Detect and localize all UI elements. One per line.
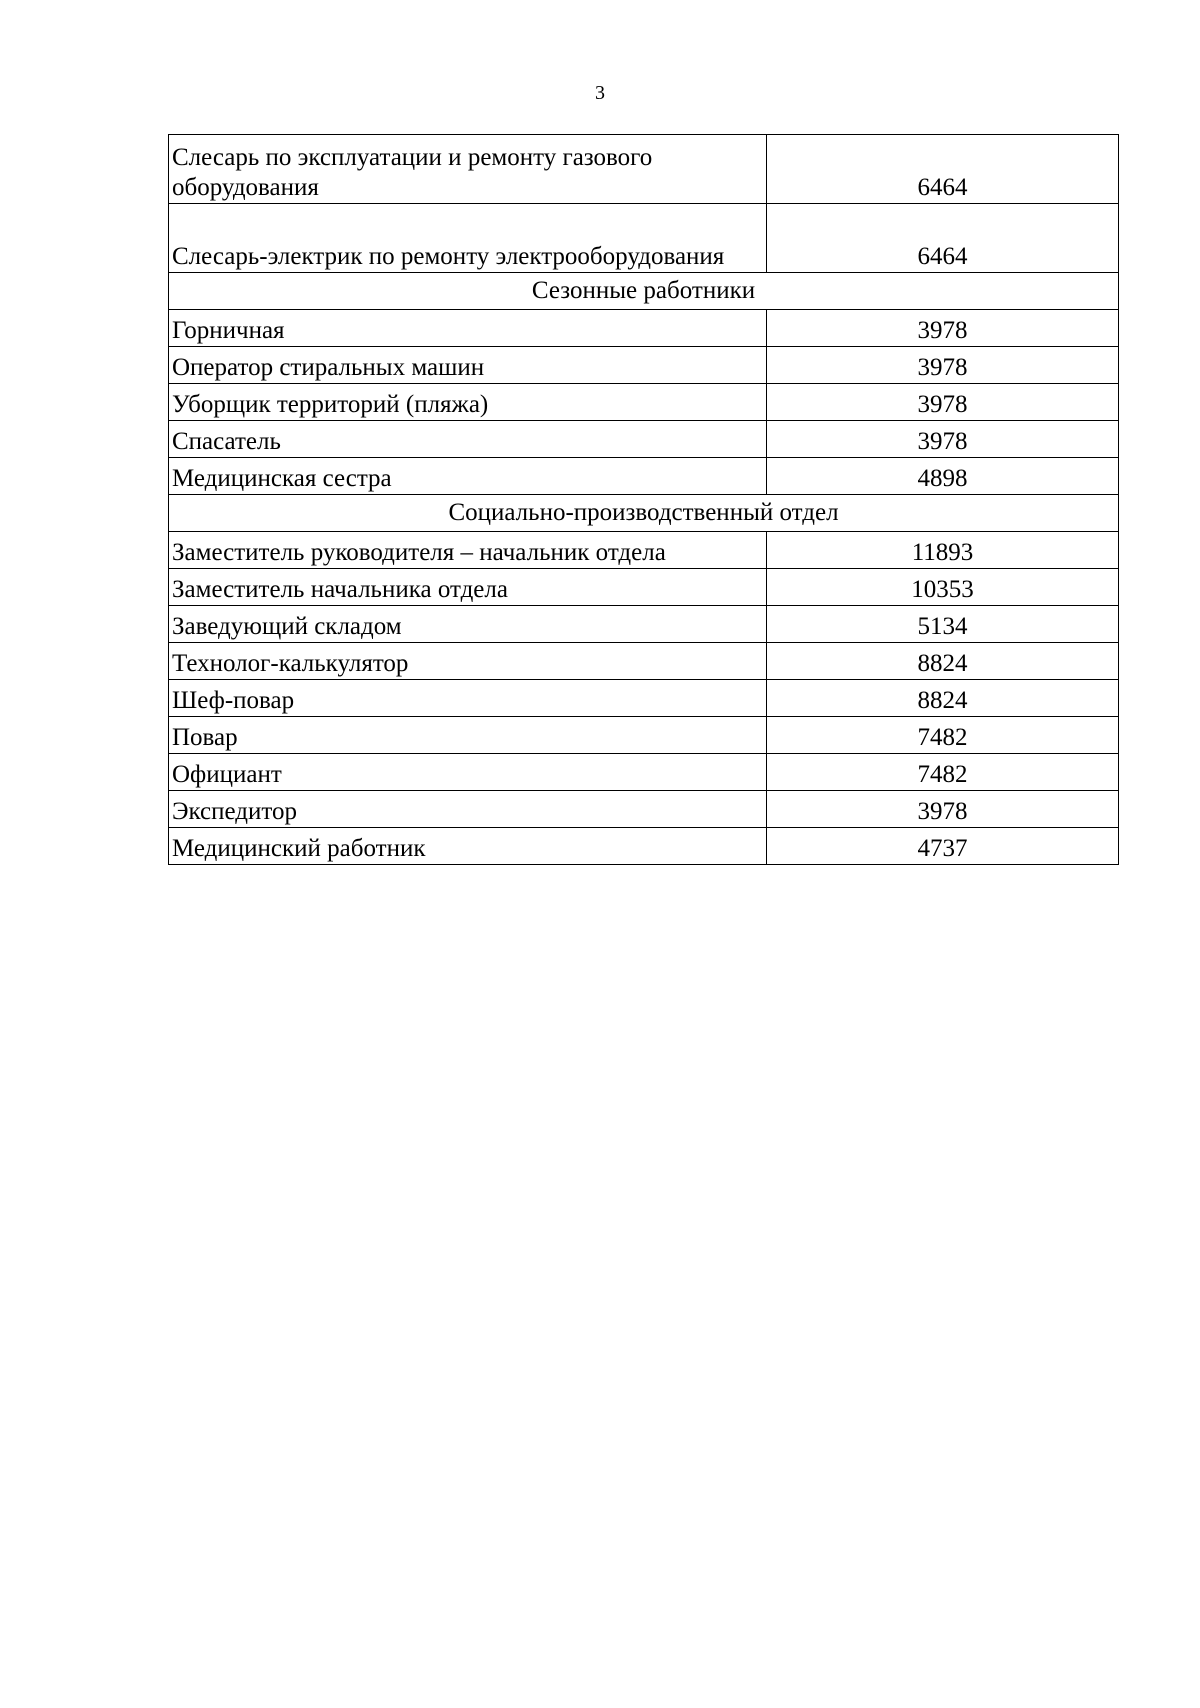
position-name-cell: Горничная	[169, 310, 767, 347]
page-number: 3	[595, 82, 605, 104]
position-name-cell: Заместитель руководителя – начальник отдела	[169, 532, 767, 569]
table-row	[169, 791, 1119, 828]
position-name-cell: Заместитель начальника отдела	[169, 569, 767, 606]
salary-value-cell: 3978	[767, 310, 1119, 347]
salary-value-cell: 5134	[767, 606, 1119, 643]
position-name-cell: Слесарь по эксплуатации и ремонту газового оборудования	[169, 135, 767, 204]
salary-value-cell: 7482	[767, 717, 1119, 754]
table-row	[169, 421, 1119, 458]
position-name-cell: Медицинский работник	[169, 828, 767, 865]
position-name-cell: Шеф-повар	[169, 680, 767, 717]
position-name-cell: Экспедитор	[169, 791, 767, 828]
salary-value-cell: 11893	[767, 532, 1119, 569]
salary-value-cell: 10353	[767, 569, 1119, 606]
table-row	[169, 310, 1119, 347]
table-row	[169, 204, 1119, 273]
table-row	[169, 754, 1119, 791]
salary-value-cell: 8824	[767, 643, 1119, 680]
position-name-cell: Официант	[169, 754, 767, 791]
table-row	[169, 384, 1119, 421]
section-title: Сезонные работники	[169, 273, 1119, 310]
table-row	[169, 828, 1119, 865]
salary-value-cell: 3978	[767, 384, 1119, 421]
position-name-cell: Медицинская сестра	[169, 458, 767, 495]
salary-value-cell: 8824	[767, 680, 1119, 717]
table-row	[169, 643, 1119, 680]
table-row	[169, 532, 1119, 569]
position-name-cell: Спасатель	[169, 421, 767, 458]
section-header-row	[169, 495, 1119, 532]
position-name-cell: Повар	[169, 717, 767, 754]
table-row	[169, 135, 1119, 204]
position-name-cell: Оператор стиральных машин	[169, 347, 767, 384]
table-row	[169, 680, 1119, 717]
position-name-cell: Слесарь-электрик по ремонту электрооборудования	[169, 204, 767, 273]
salary-table	[168, 134, 1119, 865]
position-name-cell: Технолог-калькулятор	[169, 643, 767, 680]
position-name-cell: Уборщик территорий (пляжа)	[169, 384, 767, 421]
position-name-cell: Заведующий складом	[169, 606, 767, 643]
table-row	[169, 569, 1119, 606]
salary-value-cell: 3978	[767, 421, 1119, 458]
salary-value-cell: 4737	[767, 828, 1119, 865]
salary-value-cell: 3978	[767, 791, 1119, 828]
section-header-row	[169, 273, 1119, 310]
table-row	[169, 717, 1119, 754]
salary-value-cell: 7482	[767, 754, 1119, 791]
table-row	[169, 347, 1119, 384]
salary-value-cell: 3978	[767, 347, 1119, 384]
salary-value-cell: 6464	[767, 135, 1119, 204]
salary-value-cell: 6464	[767, 204, 1119, 273]
table-row	[169, 458, 1119, 495]
section-title: Социально-производственный отдел	[169, 495, 1119, 532]
table-row	[169, 606, 1119, 643]
table-body	[169, 135, 1119, 865]
salary-value-cell: 4898	[767, 458, 1119, 495]
